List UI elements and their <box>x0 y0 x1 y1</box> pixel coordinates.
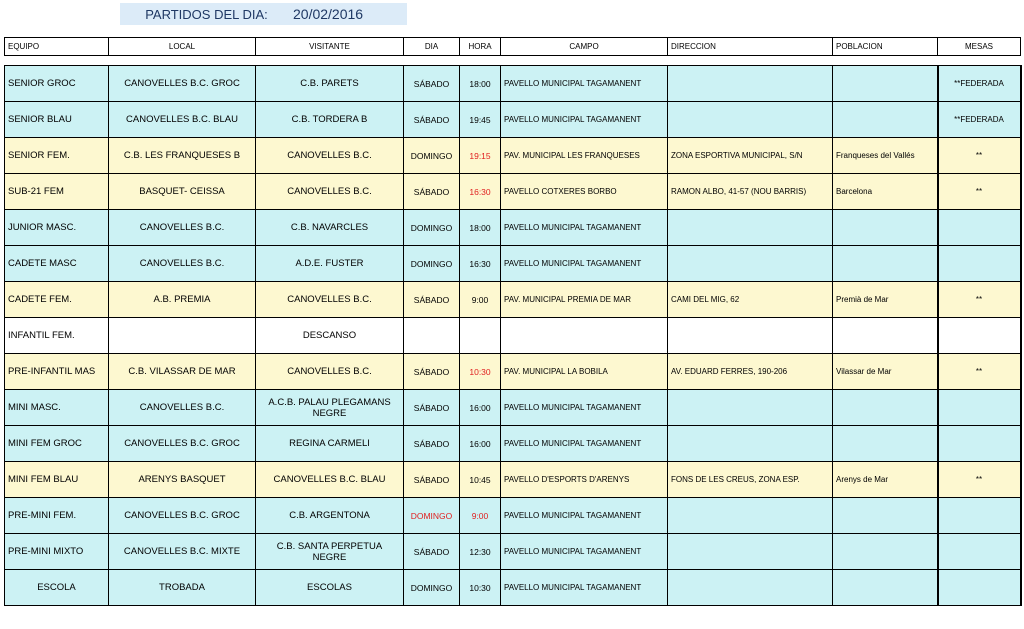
cell-poblacion: Franqueses del Vallés <box>833 138 938 174</box>
cell-campo: PAV. MUNICIPAL LA BOBILA <box>501 354 668 390</box>
col-header-dia: DIA <box>404 38 460 56</box>
cell-mesas: **FEDERADA <box>938 102 1021 138</box>
table-row <box>5 174 1021 210</box>
cell-local: CANOVELLES B.C. <box>109 246 256 282</box>
col-header-campo: CAMPO <box>501 38 668 56</box>
cell-campo: PAV. MUNICIPAL PREMIA DE MAR <box>501 282 668 318</box>
cell-hora: 10:45 <box>460 462 501 498</box>
cell-dia: DOMINGO <box>404 498 460 534</box>
cell-hora <box>460 318 501 354</box>
cell-dia <box>404 318 460 354</box>
cell-poblacion <box>833 570 938 606</box>
cell-equipo: MINI FEM GROC <box>5 426 109 462</box>
cell-campo: PAVELLO D'ESPORTS D'ARENYS <box>501 462 668 498</box>
cell-campo: PAVELLO MUNICIPAL TAGAMANENT <box>501 390 668 426</box>
cell-dia: SÁBADO <box>404 282 460 318</box>
cell-mesas: **FEDERADA <box>938 66 1021 102</box>
date-value: 20/02/2016 <box>293 6 364 22</box>
cell-poblacion <box>833 498 938 534</box>
cell-campo <box>501 318 668 354</box>
cell-equipo: SENIOR GROC <box>5 66 109 102</box>
cell-equipo: JUNIOR MASC. <box>5 210 109 246</box>
cell-mesas <box>938 570 1021 606</box>
table-row <box>5 498 1021 534</box>
cell-poblacion: Arenys de Mar <box>833 462 938 498</box>
cell-mesas: ** <box>938 354 1021 390</box>
cell-dia: SÁBADO <box>404 66 460 102</box>
cell-hora: 19:45 <box>460 102 501 138</box>
col-header-hora: HORA <box>460 38 501 56</box>
cell-visitante: CANOVELLES B.C. <box>256 174 404 210</box>
cell-visitante: ESCOLAS <box>256 570 404 606</box>
cell-campo: PAVELLO MUNICIPAL TAGAMANENT <box>501 498 668 534</box>
cell-visitante: CANOVELLES B.C. BLAU <box>256 462 404 498</box>
cell-poblacion <box>833 246 938 282</box>
cell-hora: 12:30 <box>460 534 501 570</box>
cell-equipo: MINI FEM BLAU <box>5 462 109 498</box>
cell-equipo: MINI MASC. <box>5 390 109 426</box>
cell-poblacion <box>833 210 938 246</box>
cell-direccion <box>668 210 833 246</box>
col-header-local: LOCAL <box>109 38 256 56</box>
col-header-visitante: VISITANTE <box>256 38 404 56</box>
cell-hora: 16:30 <box>460 174 501 210</box>
cell-visitante: CANOVELLES B.C. <box>256 282 404 318</box>
cell-campo: PAV. MUNICIPAL LES FRANQUESES <box>501 138 668 174</box>
table-row <box>5 246 1021 282</box>
cell-equipo: SENIOR FEM. <box>5 138 109 174</box>
cell-visitante: A.C.B. PALAU PLEGAMANS NEGRE <box>256 390 404 426</box>
table-row <box>5 390 1021 426</box>
cell-dia: SÁBADO <box>404 354 460 390</box>
cell-local: C.B. LES FRANQUESES B <box>109 138 256 174</box>
cell-campo: PAVELLO MUNICIPAL TAGAMANENT <box>501 210 668 246</box>
cell-dia: DOMINGO <box>404 570 460 606</box>
cell-direccion <box>668 66 833 102</box>
cell-campo: PAVELLO MUNICIPAL TAGAMANENT <box>501 426 668 462</box>
cell-direccion <box>668 390 833 426</box>
cell-poblacion <box>833 390 938 426</box>
table-row <box>5 534 1021 570</box>
cell-hora: 16:00 <box>460 426 501 462</box>
cell-mesas <box>938 534 1021 570</box>
cell-direccion <box>668 426 833 462</box>
cell-visitante: C.B. NAVARCLES <box>256 210 404 246</box>
cell-hora: 18:00 <box>460 66 501 102</box>
cell-dia: DOMINGO <box>404 210 460 246</box>
page-title: PARTIDOS DEL DIA: <box>145 6 268 22</box>
cell-campo: PAVELLO MUNICIPAL TAGAMANENT <box>501 570 668 606</box>
cell-poblacion <box>833 66 938 102</box>
cell-campo: PAVELLO MUNICIPAL TAGAMANENT <box>501 102 668 138</box>
cell-local: BASQUET- CEISSA <box>109 174 256 210</box>
cell-hora: 9:00 <box>460 498 501 534</box>
cell-visitante: DESCANSO <box>256 318 404 354</box>
cell-campo: PAVELLO COTXERES BORBO <box>501 174 668 210</box>
cell-dia: SÁBADO <box>404 174 460 210</box>
cell-local: TROBADA <box>109 570 256 606</box>
cell-campo: PAVELLO MUNICIPAL TAGAMANENT <box>501 66 668 102</box>
cell-mesas <box>938 498 1021 534</box>
cell-mesas: ** <box>938 462 1021 498</box>
col-header-poblacion: POBLACION <box>833 38 938 56</box>
cell-poblacion <box>833 534 938 570</box>
cell-local: CANOVELLES B.C. GROC <box>109 66 256 102</box>
cell-hora: 16:00 <box>460 390 501 426</box>
spacer-row <box>5 56 1021 66</box>
cell-dia: SÁBADO <box>404 102 460 138</box>
cell-dia: SÁBADO <box>404 534 460 570</box>
cell-hora: 10:30 <box>460 354 501 390</box>
cell-local <box>109 318 256 354</box>
cell-mesas <box>938 318 1021 354</box>
cell-direccion: AV. EDUARD FERRES, 190-206 <box>668 354 833 390</box>
table-row <box>5 102 1021 138</box>
table-row <box>5 66 1021 102</box>
cell-poblacion: Premià de Mar <box>833 282 938 318</box>
header-row <box>5 38 1021 56</box>
cell-visitante: A.D.E. FUSTER <box>256 246 404 282</box>
cell-mesas: ** <box>938 282 1021 318</box>
cell-equipo: SUB-21 FEM <box>5 174 109 210</box>
cell-visitante: CANOVELLES B.C. <box>256 354 404 390</box>
table-row <box>5 462 1021 498</box>
cell-direccion: FONS DE LES CREUS, ZONA ESP. <box>668 462 833 498</box>
cell-hora: 10:30 <box>460 570 501 606</box>
table-row <box>5 354 1021 390</box>
cell-mesas <box>938 210 1021 246</box>
table-row <box>5 138 1021 174</box>
cell-poblacion: Barcelona <box>833 174 938 210</box>
cell-hora: 19:15 <box>460 138 501 174</box>
cell-visitante: REGINA CARMELI <box>256 426 404 462</box>
cell-equipo: CADETE MASC <box>5 246 109 282</box>
cell-equipo: CADETE FEM. <box>5 282 109 318</box>
table-row <box>5 282 1021 318</box>
col-header-mesas: MESAS <box>938 38 1021 56</box>
cell-local: CANOVELLES B.C. GROC <box>109 498 256 534</box>
col-header-equipo: EQUIPO <box>5 38 109 56</box>
cell-equipo: ESCOLA <box>5 570 109 606</box>
cell-mesas <box>938 426 1021 462</box>
cell-poblacion <box>833 102 938 138</box>
title-bar <box>120 3 407 25</box>
cell-local: A.B. PREMIA <box>109 282 256 318</box>
cell-mesas: ** <box>938 138 1021 174</box>
cell-visitante: C.B. SANTA PERPETUA NEGRE <box>256 534 404 570</box>
col-header-direccion: DIRECCION <box>668 38 833 56</box>
cell-direccion: RAMON ALBO, 41-57 (NOU BARRIS) <box>668 174 833 210</box>
cell-hora: 16:30 <box>460 246 501 282</box>
cell-local: CANOVELLES B.C. MIXTE <box>109 534 256 570</box>
cell-campo: PAVELLO MUNICIPAL TAGAMANENT <box>501 534 668 570</box>
cell-local: CANOVELLES B.C. <box>109 390 256 426</box>
table-row <box>5 570 1021 606</box>
cell-equipo: SENIOR BLAU <box>5 102 109 138</box>
cell-direccion <box>668 102 833 138</box>
cell-visitante: C.B. TORDERA B <box>256 102 404 138</box>
cell-hora: 9:00 <box>460 282 501 318</box>
cell-equipo: PRE-MINI FEM. <box>5 498 109 534</box>
cell-visitante: C.B. PARETS <box>256 66 404 102</box>
cell-mesas <box>938 390 1021 426</box>
cell-equipo: INFANTIL FEM. <box>5 318 109 354</box>
cell-poblacion <box>833 318 938 354</box>
cell-visitante: C.B. ARGENTONA <box>256 498 404 534</box>
cell-mesas: ** <box>938 174 1021 210</box>
cell-local: ARENYS BASQUET <box>109 462 256 498</box>
matches-table <box>4 37 1022 606</box>
cell-direccion <box>668 570 833 606</box>
cell-local: CANOVELLES B.C. <box>109 210 256 246</box>
cell-direccion: CAMI DEL MIG, 62 <box>668 282 833 318</box>
cell-direccion <box>668 498 833 534</box>
cell-poblacion: Vilassar de Mar <box>833 354 938 390</box>
cell-dia: SÁBADO <box>404 462 460 498</box>
cell-mesas <box>938 246 1021 282</box>
cell-equipo: PRE-INFANTIL MAS <box>5 354 109 390</box>
table-body <box>5 56 1021 606</box>
cell-poblacion <box>833 426 938 462</box>
cell-local: C.B. VILASSAR DE MAR <box>109 354 256 390</box>
cell-dia: DOMINGO <box>404 246 460 282</box>
cell-direccion <box>668 246 833 282</box>
cell-dia: DOMINGO <box>404 138 460 174</box>
cell-campo: PAVELLO MUNICIPAL TAGAMANENT <box>501 246 668 282</box>
table-row <box>5 210 1021 246</box>
table-row <box>5 318 1021 354</box>
cell-direccion <box>668 534 833 570</box>
cell-direccion: ZONA ESPORTIVA MUNICIPAL, S/N <box>668 138 833 174</box>
cell-dia: SÁBADO <box>404 390 460 426</box>
cell-local: CANOVELLES B.C. GROC <box>109 426 256 462</box>
cell-dia: SÁBADO <box>404 426 460 462</box>
cell-direccion <box>668 318 833 354</box>
table-row <box>5 426 1021 462</box>
cell-hora: 18:00 <box>460 210 501 246</box>
cell-equipo: PRE-MINI MIXTO <box>5 534 109 570</box>
cell-local: CANOVELLES B.C. BLAU <box>109 102 256 138</box>
cell-visitante: CANOVELLES B.C. <box>256 138 404 174</box>
